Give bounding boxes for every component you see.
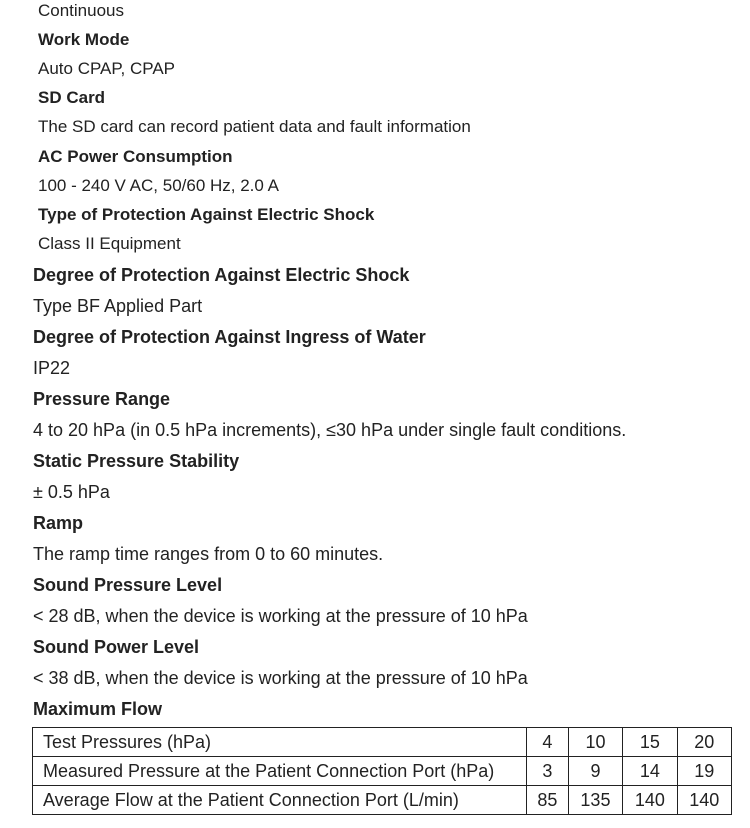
- row-label: Measured Pressure at the Patient Connection Port (hPa): [33, 757, 527, 786]
- max-flow-label: Maximum Flow: [33, 699, 163, 719]
- ramp-value: The ramp time ranges from 0 to 60 minutes.: [33, 544, 384, 564]
- ramp-label: Ramp: [33, 513, 84, 533]
- table-cell: 140: [623, 786, 677, 815]
- row-label: Average Flow at the Patient Connection Port (L/min): [33, 786, 527, 815]
- protection-type-label: Type of Protection Against Electric Shock: [38, 205, 375, 224]
- table-cell: 3: [527, 757, 569, 786]
- row-label: Test Pressures (hPa): [33, 728, 527, 757]
- protection-degree-label: Degree of Protection Against Electric Shock: [33, 265, 410, 285]
- work-mode-value: Auto CPAP, CPAP: [38, 59, 176, 78]
- pressure-range-value: 4 to 20 hPa (in 0.5 hPa increments), ≤30 hPa under single fault conditions.: [33, 420, 627, 440]
- table-cell: 135: [568, 786, 622, 815]
- sd-card-label: SD Card: [38, 88, 106, 107]
- sound-pressure-value: < 28 dB, when the device is working at the pressure of 10 hPa: [33, 606, 528, 626]
- sd-card-value: The SD card can record patient data and fault information: [38, 117, 471, 136]
- table-cell: 85: [527, 786, 569, 815]
- table-cell: 10: [568, 728, 622, 757]
- table-cell: 14: [623, 757, 677, 786]
- table-cell: 4: [527, 728, 569, 757]
- table-cell: 20: [677, 728, 731, 757]
- water-protection-value: IP22: [33, 358, 71, 378]
- sound-pressure-label: Sound Pressure Level: [33, 575, 223, 595]
- ac-power-label: AC Power Consumption: [38, 147, 233, 166]
- table-row: [33, 728, 732, 757]
- sound-power-label: Sound Power Level: [33, 637, 200, 657]
- static-pressure-label: Static Pressure Stability: [33, 451, 240, 471]
- table-cell: 140: [677, 786, 731, 815]
- continuous-value: Continuous: [38, 1, 125, 20]
- water-protection-label: Degree of Protection Against Ingress of Water: [33, 327, 426, 347]
- ac-power-value: 100 - 240 V AC, 50/60 Hz, 2.0 A: [38, 176, 279, 195]
- table-cell: 15: [623, 728, 677, 757]
- table-row: [33, 786, 732, 815]
- pressure-range-label: Pressure Range: [33, 389, 171, 409]
- protection-type-value: Class II Equipment: [38, 234, 181, 253]
- table-row: [33, 757, 732, 786]
- table-cell: 19: [677, 757, 731, 786]
- table-cell: 9: [568, 757, 622, 786]
- protection-degree-value: Type BF Applied Part: [33, 296, 203, 316]
- max-flow-table: [32, 727, 732, 815]
- work-mode-label: Work Mode: [38, 30, 130, 49]
- static-pressure-value: ± 0.5 hPa: [33, 482, 110, 502]
- sound-power-value: < 38 dB, when the device is working at the pressure of 10 hPa: [33, 668, 528, 688]
